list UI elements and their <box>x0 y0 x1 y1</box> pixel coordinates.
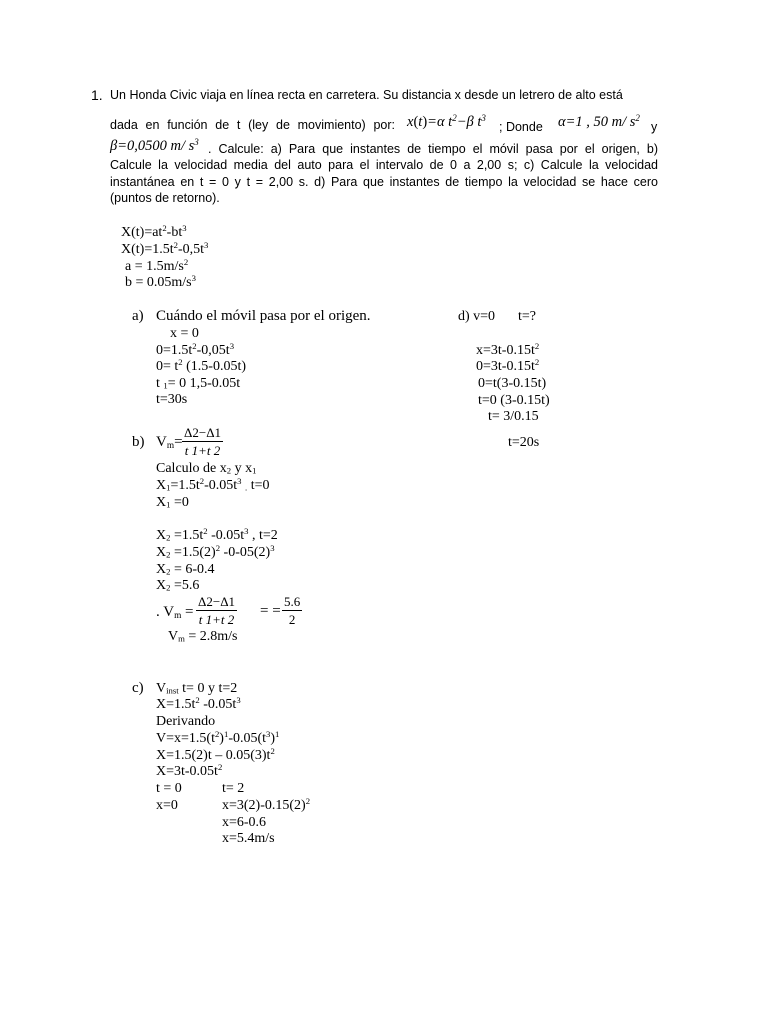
part-b-line-2: $X_1=1.5t^2-0.05t^3$ $_.$ t=0 <box>156 476 270 493</box>
vm-fraction-numerator: Δ2−Δ1 <box>184 425 222 440</box>
y-label: y <box>651 120 658 134</box>
vm-result: $V_m = 2.8m/s$ <box>168 629 238 644</box>
part-c-line-1: $V_{inst}$ t= 0 y t=2 <box>156 681 238 696</box>
fraction-bar <box>182 441 223 442</box>
part-c-right-1: t= 2 <box>222 781 245 796</box>
vm2-fraction-denominator: t 1+t 2 <box>198 612 235 627</box>
part-b-line-7: $X_2 =5.6$ <box>156 578 200 593</box>
given-4: $b = 0.05m/s^3$ <box>125 273 196 290</box>
part-a-line-4: t $_1$= 0 1,5-0.05t <box>156 376 241 391</box>
part-d-line-5: t= 3/0.15 <box>488 409 539 424</box>
result-fraction-denominator: 2 <box>288 612 296 627</box>
part-c-right-4: x=5.4m/s <box>222 831 275 846</box>
part-c-left-1: t = 0 <box>156 781 182 796</box>
problem-line-2-start: dada en función de t (ley de movimiento) por: <box>110 118 395 132</box>
fraction-bar <box>282 610 302 611</box>
part-d-line-3: 0=t(3-0.15t) <box>478 376 547 391</box>
given-3: $a = 1.5m/s^2$ <box>125 257 189 274</box>
part-b-label: b) <box>132 434 145 450</box>
part-c-right-2: $x=3(2)-0.15(2)^2$ <box>222 796 311 813</box>
vm-fraction <box>182 425 223 458</box>
equals-sign: = = <box>260 603 281 619</box>
part-a-line-1: x = 0 <box>170 326 199 341</box>
part-a-line-2: $0=1.5t^2-0,05t^3$ <box>156 341 235 358</box>
fraction-bar <box>196 610 237 611</box>
part-c-line-2: $X=1.5t^2$ $-0.05t^3$ <box>156 695 241 712</box>
part-d-line-4: t=0 (3-0.15t) <box>478 393 550 408</box>
problem-line-5: instantánea en t = 0 y t = 2,00 s. d) Para que instantes de tiempo la velocidad se hace cero <box>110 175 658 189</box>
given-1: $X(t)=at^2-bt^3$ <box>121 223 187 240</box>
part-c-line-6: $X=3t-0.05t^2$ <box>156 762 223 779</box>
part-c-left-2: x=0 <box>156 798 178 813</box>
part-b-line-4: $X_2 =1.5t^2$ $-0.05t^3$ , t=2 <box>156 526 278 543</box>
part-c-line-5: $X=1.5(2)t - 0.05(3)t^2$ <box>156 746 275 763</box>
part-d-question: t=? <box>518 309 536 324</box>
formula-xt: x(t)=α $t^2-\beta$ $t^3$ <box>407 113 486 130</box>
part-b-line-6: $X_2 = 6-0.4$ <box>156 562 215 577</box>
alpha-value: α=1 , 50 m/ $s^2$ <box>558 113 640 130</box>
part-a-label: a) <box>132 308 144 324</box>
vm2-fraction-numerator: Δ2−Δ1 <box>198 594 236 609</box>
vm2-label: . $V_m$ = <box>156 604 194 621</box>
result-fraction <box>282 594 302 627</box>
part-d-line-2: $0=3t-0.15t^2$ <box>476 357 540 374</box>
part-d-line-6: t=20s <box>508 435 540 450</box>
part-b-line-5: $X_2 =1.5(2)^2$ $-0-05(2)^3$ <box>156 543 275 560</box>
vm-label: $V_m=$ <box>156 434 183 451</box>
part-b-line-1: Calculo de $x_2$ y $x_1$ <box>156 461 257 476</box>
problem-number: 1. <box>91 87 103 103</box>
part-c-line-3: Derivando <box>156 714 216 729</box>
part-a-title: Cuándo el móvil pasa por el origen. <box>156 308 371 324</box>
part-a-line-5: t=30s <box>156 392 188 407</box>
part-c-label: c) <box>132 680 144 696</box>
result-fraction-numerator: 5.6 <box>284 594 301 609</box>
problem-line-1: Un Honda Civic viaja en línea recta en carretera. Su distancia x desde un letrero de alto está <box>110 88 623 102</box>
problem-line-6: (puntos de retorno). <box>110 191 220 205</box>
given-2: $X(t)=1.5t^2-0,5t^3$ <box>121 240 209 257</box>
part-a-line-3: $0= t^2$ (1.5-0.05t) <box>156 357 247 374</box>
part-b-line-3: $X_1 =0$ <box>156 495 189 510</box>
donde-label: ; Donde <box>499 120 543 134</box>
vm2-fraction <box>196 594 237 627</box>
problem-line-4: Calcule la velocidad media del auto para el intervalo de 0 a 2,00 s; c) Calcule la velocidad <box>110 158 658 172</box>
vm-fraction-denominator: t 1+t 2 <box>184 443 221 458</box>
part-d-line-1: $x=3t-0.15t^2$ <box>476 341 540 358</box>
part-c-right-3: x=6-0.6 <box>222 815 267 830</box>
beta-value: β=0,0500 m/ $s^3$ <box>110 137 199 154</box>
problem-line-3: . Calcule: a) Para que instantes de tiempo el móvil pasa por el origen, b) <box>208 142 658 156</box>
part-d-label: d) v=0 <box>458 309 496 324</box>
part-c-line-4: $V=x=1.5(t^2)^1-0.05(t^3)^1$ <box>156 729 280 746</box>
